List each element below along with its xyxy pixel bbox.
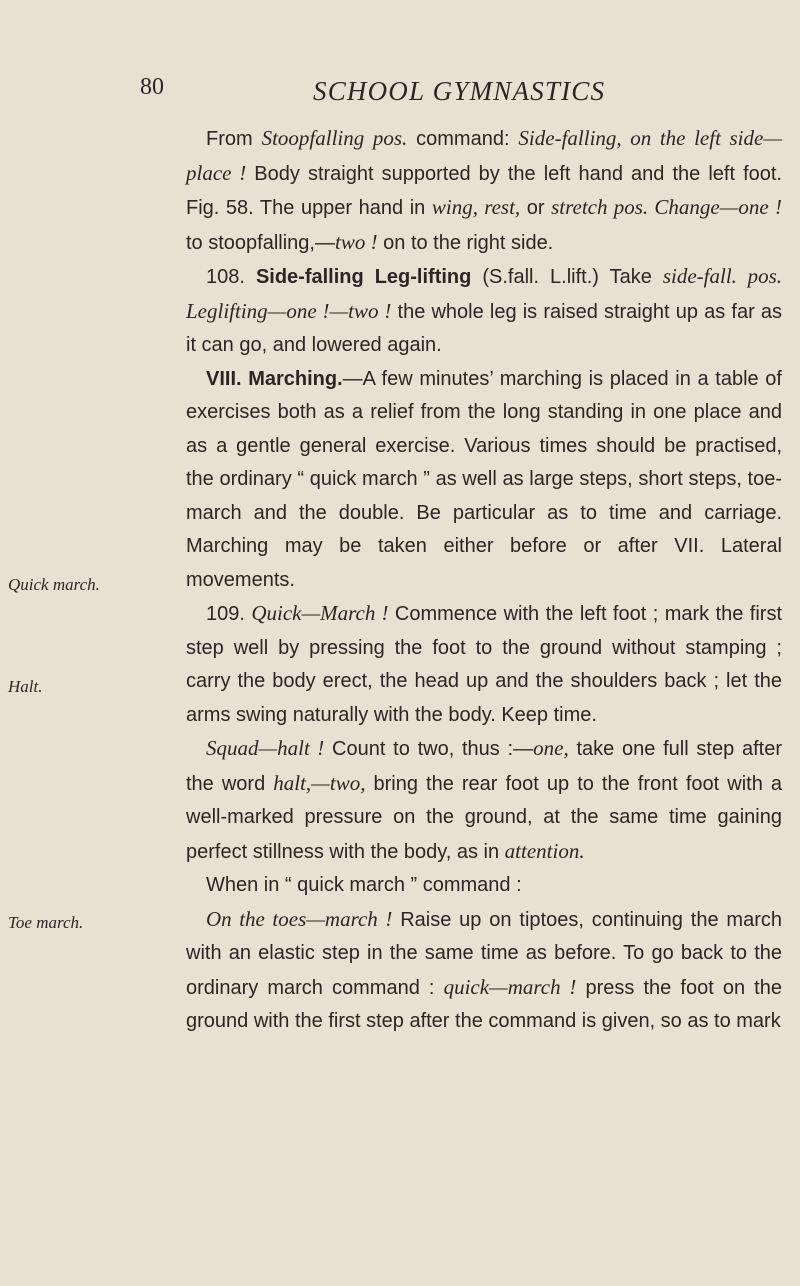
running-head: SCHOOL GYMNASTICS (313, 76, 606, 106)
paragraph: 108. Side-falling Leg-lifting (S.fall. L.lift.) Take side-fall. pos. Leglifting—one !—two ! the whole leg is raised straight up as far as it can go, and lowered again. (186, 264, 783, 356)
margin-note-quick-march: Quick march. (8, 575, 100, 594)
paragraph: From Stoopfalling pos. command: Side-falling, on the left side—place ! Body straight supported by the left hand and the left foot. Fig. 58. The upper hand in wing, rest, or stretch pos. Change—one ! to stoopfalling,—two ! on to the right side. (186, 126, 782, 254)
body-text (186, 122, 782, 1039)
section-heading: VIII. Marching. (206, 367, 343, 390)
paragraph: 109. Quick—March ! Commence with the left foot ; mark the first step well by pressing the foot to the ground without stamping ; carry the body erect, the head up and the shoulders back ; let the arms swing naturally with the body. Keep time. (186, 601, 783, 726)
margin-note-toe-march: Toe march. (8, 913, 84, 932)
margin-note-halt: Halt. (8, 677, 43, 696)
exercise-heading: Side-falling Leg-lifting (255, 266, 472, 288)
paragraph: When in “ quick march ” command : (206, 874, 522, 896)
page-number: 80 (140, 74, 164, 100)
paragraph: On the toes—march ! Raise up on tiptoes, continuing the march with an elastic step in the same time as before. To go back to the ordinary march command : quick—march ! press the foot on the ground with the first step after the command is given, so as to mark (186, 906, 782, 1032)
paragraph: VIII. Marching.—A few minutes’ marching is placed in a table of exercises both as a relief from the long standing in one place and as a gentle general exercise. Various times should be practised, the ordinary “ quick march ” as well as large steps, short steps, toe-march and the double. Be particular as to time and carriage. Marching may be taken either before or after VII. Lateral movements. (186, 367, 782, 591)
paragraph: Squad—halt ! Count to two, thus :—one, take one full step after the word halt,—two, bring the rear foot up to the front foot with a well-marked pressure on the ground, at the same time gaining perfect stillness with the body, as in attention. (186, 736, 783, 863)
